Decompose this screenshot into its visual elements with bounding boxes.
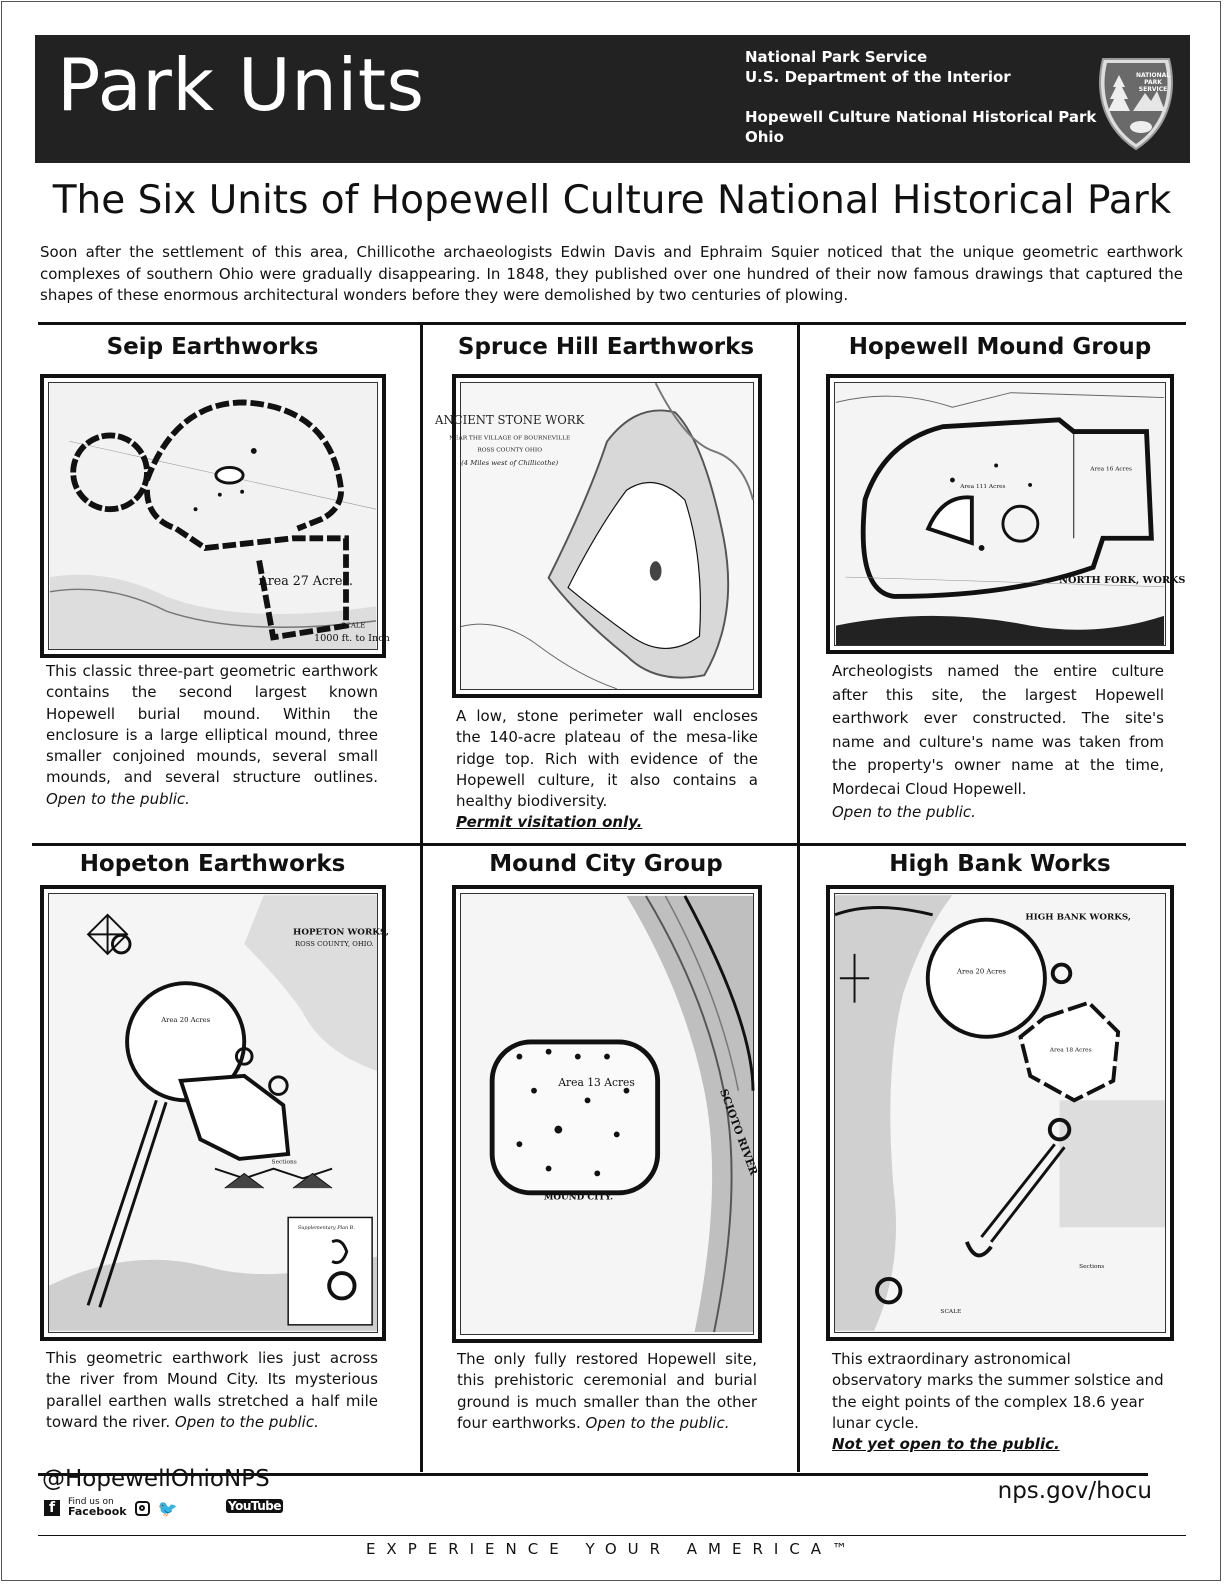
scioto-river-label: SCIOTO RIVER (717, 1087, 761, 1177)
hopeton-supplementary-label: Supplementary Plan B. (297, 1225, 355, 1232)
hopewell-map-title: NORTH FORK, WORKS (1059, 574, 1186, 586)
spruce-hill-map-subtitle: NEAR THE VILLAGE OF BOURNEVILLE (449, 435, 571, 442)
svg-text:NATIONAL: NATIONAL (1135, 72, 1171, 79)
social-icons (44, 1496, 178, 1520)
high-bank-description: This extraordinary astronomical observatory marks the summer solstice and the eight points of the complex 18.6 year lunar cycle. (832, 1350, 1164, 1432)
high-bank-sections-label: Sections (1079, 1264, 1105, 1271)
grid-rule-footer (38, 1535, 1186, 1536)
hopeton-earthwork-drawing (49, 894, 389, 1332)
seip-scale-label: SCALE (341, 621, 366, 630)
hopeton-map-county: ROSS COUNTY, OHIO. (295, 940, 374, 949)
high-bank-scale-label: SCALE (940, 1309, 962, 1316)
seip-description: This classic three-part geometric earthwork contains the second largest known Hopewell burial mound. Within the enclosure is a large elliptical mound, three smaller conjoined mounds, several small mounds, and several structure outlines. (46, 662, 378, 787)
seip-earthwork-drawing (49, 383, 390, 649)
hopewell-area-16-label: Area 16 Acres (1090, 466, 1132, 473)
unit-desc-seip (46, 661, 378, 810)
map-high-bank (826, 885, 1174, 1341)
hopewell-area-111-label: Area 111 Acres (960, 483, 1006, 490)
grid-divider-right (797, 322, 800, 1472)
map-mound-city (452, 885, 762, 1343)
footer-url[interactable]: nps.gov/hocu (997, 1478, 1152, 1504)
unit-title-spruce-hill: Spruce Hill Earthworks (457, 334, 755, 360)
twitter-icon[interactable]: 🐦 (157, 1498, 178, 1518)
spruce-hill-map-county: ROSS COUNTY OHIO (477, 447, 543, 454)
facebook-icon[interactable]: f (44, 1500, 60, 1516)
intro-paragraph: Soon after the settlement of this area, Chillicothe archaeologists Edwin Davis and Ephraim Squier noticed that the unique geometric earthwork complexes of southern Ohio were gradually disappearing. In 1848, they published over one hundred of their now famous drawings that captured the shapes of these enormous architectural wonders before they were demolished by two centuries of plowing. (40, 243, 1183, 304)
high-bank-status: Not yet open to the public. (832, 1435, 1060, 1454)
svg-text:SERVICE: SERVICE (1138, 86, 1168, 93)
map-hopeton (40, 885, 389, 1341)
header-title: Park Units (57, 43, 425, 127)
mound-city-drawing (461, 894, 761, 1334)
park-name: Hopewell Culture National Historical Park (745, 108, 1097, 126)
instagram-icon[interactable] (135, 1501, 150, 1516)
agency-name: National Park Service (745, 48, 928, 66)
unit-desc-spruce-hill (456, 706, 758, 834)
grid-rule-top (38, 322, 1186, 325)
hopeton-description: This geometric earthwork lies just across the river from Mound City. Its mysterious parallel earthen walls stretched a half mile toward the river. (46, 1349, 378, 1431)
hopeton-status: Open to the public. (174, 1412, 319, 1431)
nps-arrowhead-logo-icon (1095, 53, 1177, 153)
high-bank-area-20-label: Area 20 Acres (957, 967, 1006, 976)
spruce-hill-description: A low, stone perimeter wall encloses the 140-acre plateau of the mesa-like ridge top. Rich with evidence of the Hopewell culture, it also contains a healthy biodiversity. (456, 707, 758, 811)
facebook-label[interactable] (68, 1498, 127, 1518)
map-seip (40, 374, 390, 658)
spruce-hill-map-title: ANCIENT STONE WORK (435, 413, 585, 428)
unit-title-hopewell-mound-group: Hopewell Mound Group (848, 334, 1152, 360)
youtube-label: YouTube (228, 1499, 282, 1513)
mound-city-area-label: Area 13 Acres (558, 1075, 635, 1089)
seip-scale-value: 1000 ft. to Inch (313, 633, 390, 645)
spruce-hill-map-note: (4 Miles west of Chillicothe) (461, 458, 559, 467)
grid-rule-middle (32, 843, 1186, 846)
unit-desc-hopewell-mound-group (832, 660, 1164, 825)
mound-city-status: Open to the public. (585, 1413, 730, 1432)
header-info (745, 47, 1096, 147)
spruce-hill-earthwork-drawing (435, 383, 753, 689)
seip-status: Open to the public. (46, 789, 190, 808)
unit-title-seip: Seip Earthworks (106, 334, 319, 360)
hopewell-mound-group-drawing (835, 383, 1186, 645)
spruce-hill-status: Permit visitation only. (456, 813, 643, 832)
unit-title-high-bank: High Bank Works (889, 851, 1111, 877)
hopeton-area-label: Area 20 Acres (161, 1016, 211, 1025)
mound-city-description: The only fully restored Hopewell site, this prehistoric ceremonial and burial ground is much smaller than the other four earthworks. (457, 1350, 757, 1432)
mound-city-map-title: MOUND CITY. (543, 1192, 614, 1203)
high-bank-map-title: HIGH BANK WORKS, (1025, 912, 1131, 923)
facebook-find-text: Find us on (68, 1497, 114, 1507)
high-bank-earthwork-drawing (835, 894, 1165, 1332)
map-hopewell-mound-group (826, 374, 1186, 654)
main-title: The Six Units of Hopewell Culture National Historical Park (52, 178, 1172, 223)
social-handle[interactable]: @HopewellOhioNPS (42, 1466, 270, 1492)
unit-desc-hopeton (46, 1348, 378, 1433)
department-name: U.S. Department of the Interior (745, 68, 1011, 86)
grid-divider-left (420, 322, 423, 1472)
unit-desc-high-bank (832, 1349, 1164, 1455)
state-name: Ohio (745, 128, 784, 146)
unit-title-hopeton: Hopeton Earthworks (79, 851, 346, 877)
seip-area-label: Area 27 Acres. (258, 572, 353, 588)
unit-desc-mound-city (457, 1349, 757, 1434)
hopeton-map-title: HOPETON WORKS, (293, 927, 389, 938)
facebook-name-text: Facebook (68, 1505, 127, 1518)
tagline: EXPERIENCE YOUR AMERICA™ (365, 1540, 859, 1558)
youtube-icon[interactable] (226, 1499, 283, 1513)
hopewell-mound-group-status: Open to the public. (832, 803, 976, 821)
hopeton-sections-label: Sections (271, 1159, 297, 1166)
unit-title-mound-city: Mound City Group (489, 851, 723, 877)
high-bank-area-18-label: Area 18 Acres (1049, 1047, 1092, 1054)
map-spruce-hill (435, 374, 762, 698)
svg-text:PARK: PARK (1144, 79, 1162, 86)
header-banner (35, 35, 1190, 163)
hopewell-mound-group-description: Archeologists named the entire culture after this site, the largest Hopewell earthwork ever constructed. The site's name and culture's name was taken from the property's owner name at the time, Mordecai Cloud Hopewell. (832, 662, 1164, 798)
